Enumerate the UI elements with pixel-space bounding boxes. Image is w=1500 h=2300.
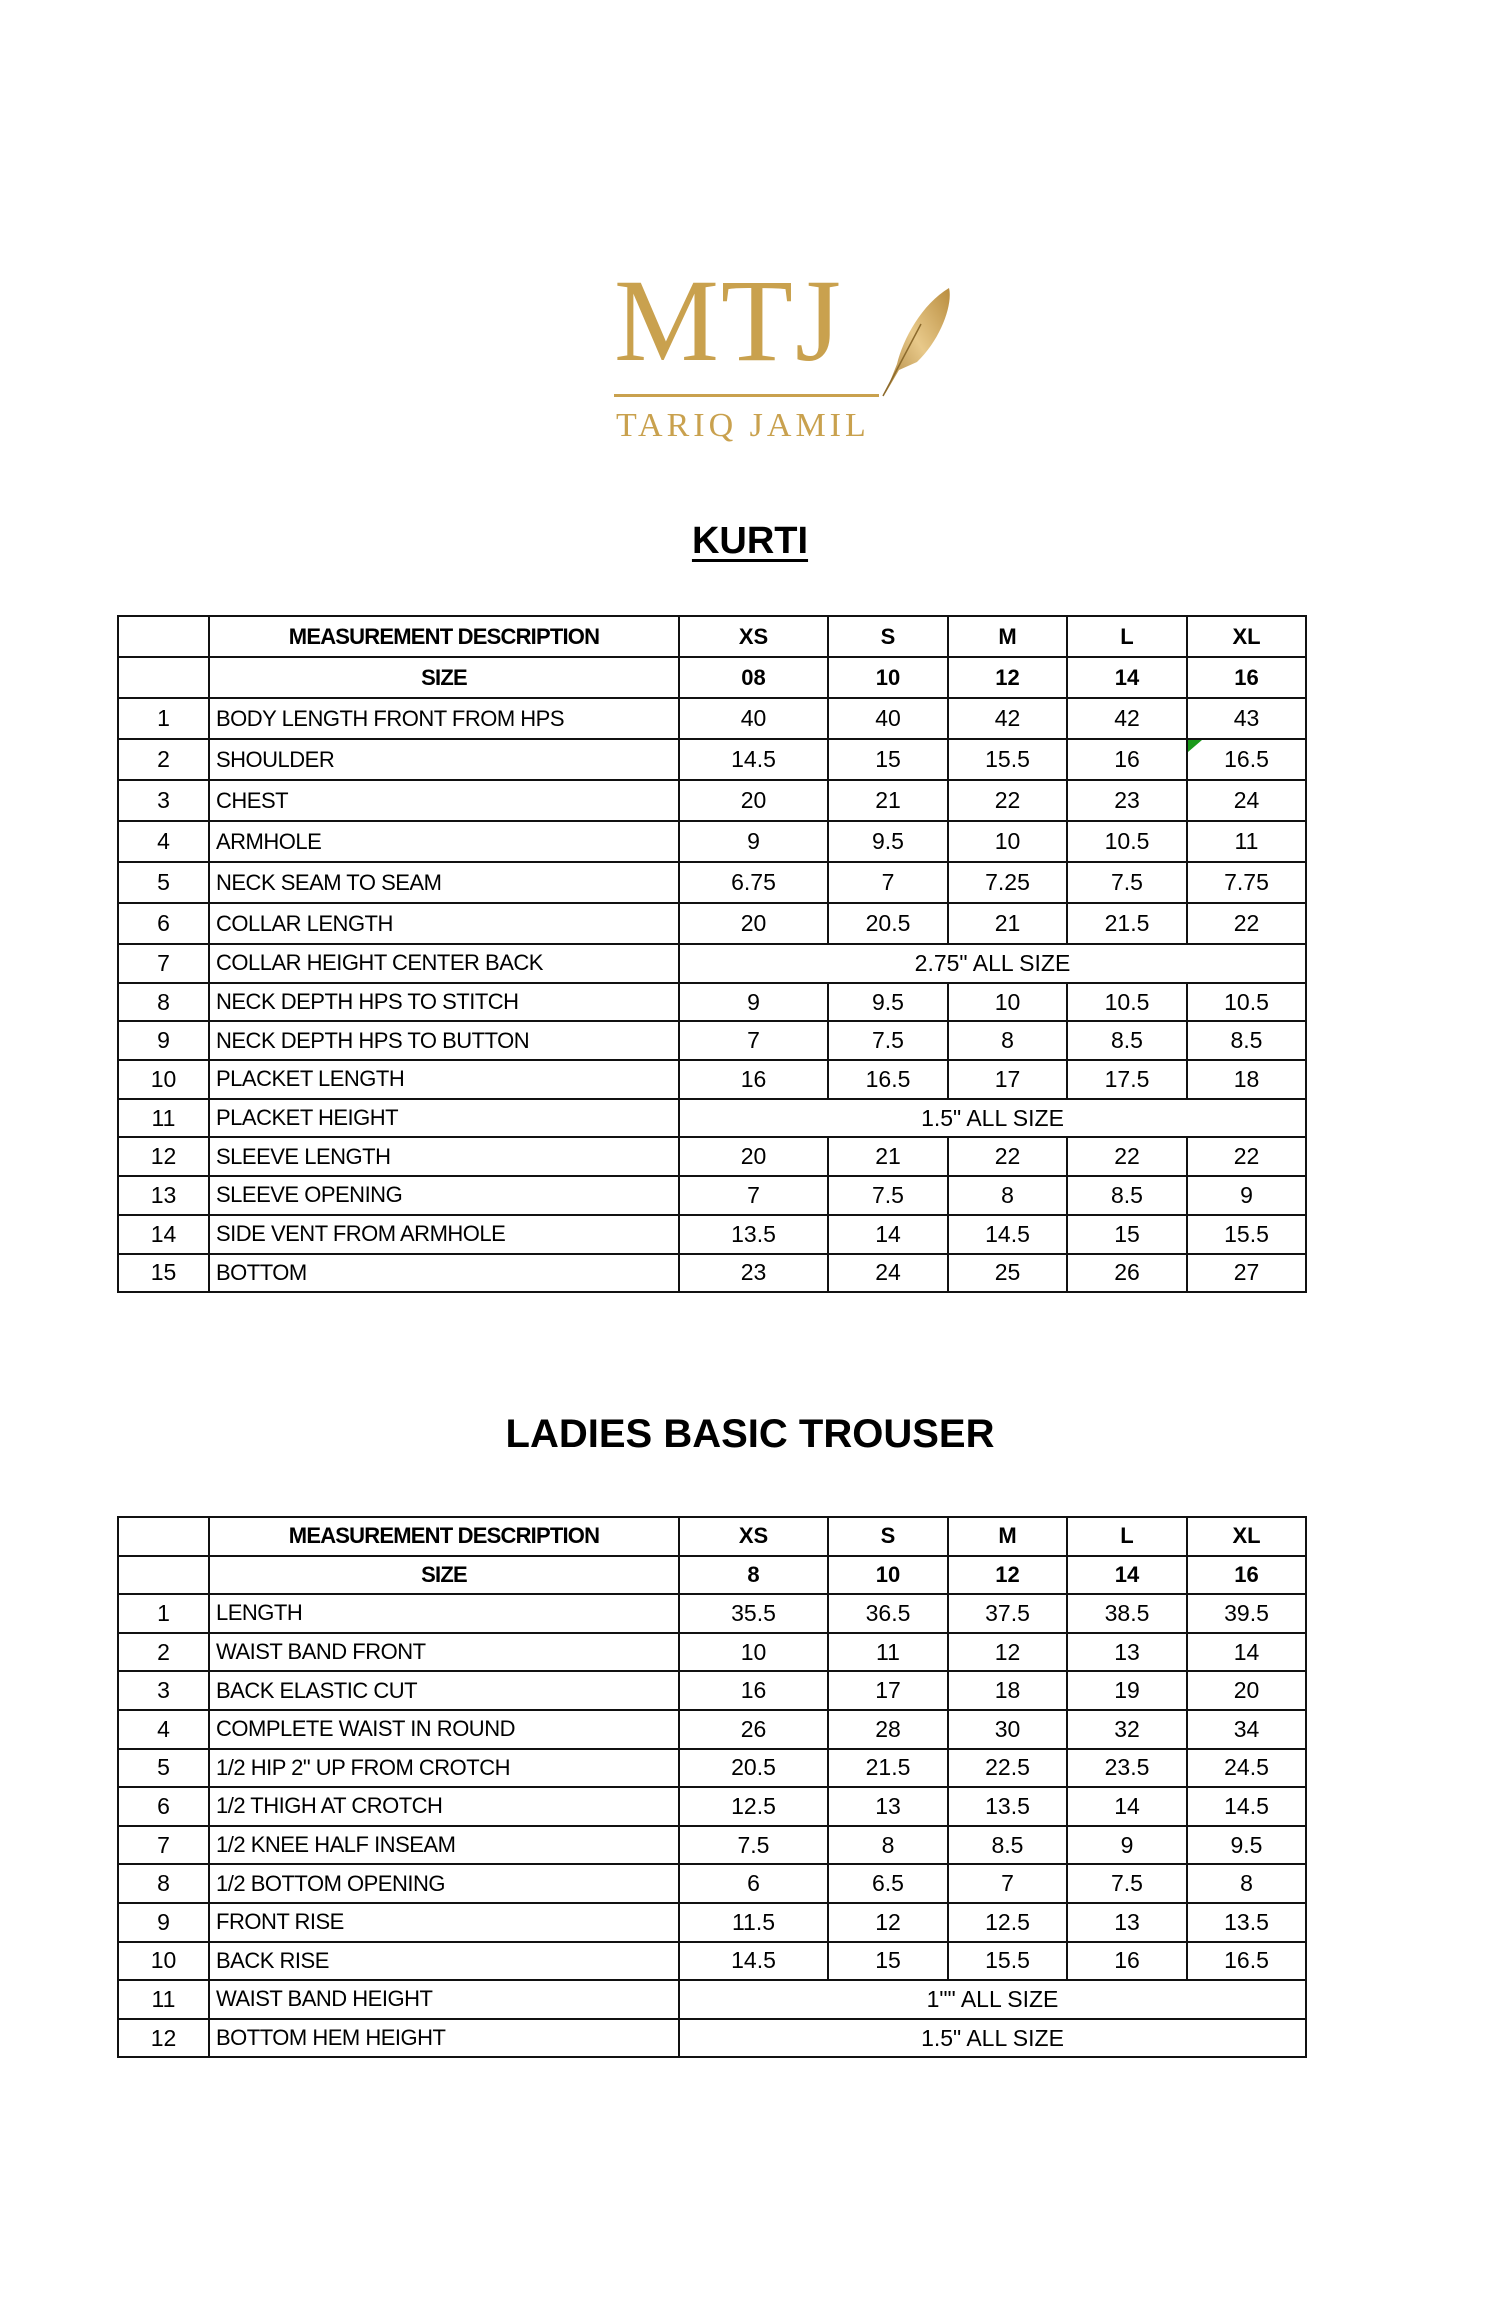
- table-row: [118, 944, 1306, 983]
- header-size-l: L: [1067, 1517, 1187, 1556]
- row-number: 5: [118, 1749, 209, 1788]
- measurement-value: 20.5: [828, 903, 948, 944]
- measurement-value: 15: [828, 739, 948, 780]
- measurement-value: 27: [1187, 1254, 1306, 1293]
- measurement-value: 13: [1067, 1903, 1187, 1942]
- row-number: 1: [118, 698, 209, 739]
- header-no-cell: [118, 1517, 209, 1556]
- table-row: [118, 739, 1306, 780]
- measurement-description: BOTTOM: [209, 1254, 679, 1293]
- measurement-description: BODY LENGTH FRONT FROM HPS: [209, 698, 679, 739]
- size-number-cell: 14: [1067, 1556, 1187, 1595]
- measurement-value: 21: [948, 903, 1067, 944]
- comment-indicator-icon: [1188, 740, 1202, 752]
- row-number: 1: [118, 1594, 209, 1633]
- measurement-value: 40: [828, 698, 948, 739]
- measurement-description: BOTTOM HEM HEIGHT: [209, 2019, 679, 2058]
- measurement-value: 43: [1187, 698, 1306, 739]
- measurement-value: 7.5: [679, 1826, 828, 1865]
- table-row: [118, 2019, 1306, 2058]
- table-row: [118, 903, 1306, 944]
- table-row: [118, 1710, 1306, 1749]
- size-number-cell: 8: [679, 1556, 828, 1595]
- measurement-value: 10: [679, 1633, 828, 1672]
- measurement-value: 10.5: [1187, 983, 1306, 1022]
- measurement-description: ARMHOLE: [209, 821, 679, 862]
- measurement-value: 10: [948, 983, 1067, 1022]
- size-number-cell: 12: [948, 657, 1067, 698]
- measurement-value: 36.5: [828, 1594, 948, 1633]
- measurement-description: SIDE VENT FROM ARMHOLE: [209, 1215, 679, 1254]
- measurement-description: COLLAR HEIGHT CENTER BACK: [209, 944, 679, 983]
- size-number-row: [118, 657, 1306, 698]
- measurement-value: 24: [1187, 780, 1306, 821]
- measurement-value: 8: [948, 1021, 1067, 1060]
- row-number: 10: [118, 1942, 209, 1981]
- measurement-value: 17: [948, 1060, 1067, 1099]
- measurement-value: 9: [1067, 1826, 1187, 1865]
- brand-logo: [612, 255, 962, 447]
- row-number: 3: [118, 1671, 209, 1710]
- size-number-row: [118, 1556, 1306, 1595]
- measurement-value: 39.5: [1187, 1594, 1306, 1633]
- table-row: [118, 780, 1306, 821]
- header-size-xl: XL: [1187, 1517, 1306, 1556]
- measurement-value: 37.5: [948, 1594, 1067, 1633]
- measurement-value: 10.5: [1067, 821, 1187, 862]
- measurement-value: 26: [1067, 1254, 1187, 1293]
- table-row: [118, 1980, 1306, 2019]
- measurement-value: 9: [1187, 1176, 1306, 1215]
- row-number: 2: [118, 739, 209, 780]
- measurement-description: 1/2 KNEE HALF INSEAM: [209, 1826, 679, 1865]
- measurement-value: 10.5: [1067, 983, 1187, 1022]
- measurement-description: COMPLETE WAIST IN ROUND: [209, 1710, 679, 1749]
- size-label: SIZE: [209, 657, 679, 698]
- row-number: 7: [118, 944, 209, 983]
- measurement-value: 21.5: [1067, 903, 1187, 944]
- header-description: MEASUREMENT DESCRIPTION: [209, 616, 679, 657]
- measurement-value: 23: [1067, 780, 1187, 821]
- measurement-value: 7.5: [828, 1021, 948, 1060]
- row-number: 9: [118, 1903, 209, 1942]
- measurement-value: 16: [1067, 739, 1187, 780]
- measurement-value: 14.5: [679, 1942, 828, 1981]
- row-number: 14: [118, 1215, 209, 1254]
- measurement-value: 22.5: [948, 1749, 1067, 1788]
- measurement-description: FRONT RISE: [209, 1903, 679, 1942]
- measurement-value: 25: [948, 1254, 1067, 1293]
- measurement-description: WAIST BAND HEIGHT: [209, 1980, 679, 2019]
- measurement-value: 24: [828, 1254, 948, 1293]
- measurement-value: 42: [1067, 698, 1187, 739]
- row-number: 3: [118, 780, 209, 821]
- measurement-value: 19: [1067, 1671, 1187, 1710]
- measurement-value: 6: [679, 1864, 828, 1903]
- measurement-value: 9.5: [828, 983, 948, 1022]
- size-number-cell: 16: [1187, 1556, 1306, 1595]
- measurement-value: 26: [679, 1710, 828, 1749]
- row-number: 12: [118, 1137, 209, 1176]
- measurement-value: 15.5: [948, 739, 1067, 780]
- size-number-cell: 10: [828, 657, 948, 698]
- row-number: 15: [118, 1254, 209, 1293]
- header-size-s: S: [828, 616, 948, 657]
- measurement-value: 17: [828, 1671, 948, 1710]
- logo-text: MTJ: [614, 255, 843, 386]
- measurement-value: 7.5: [1067, 862, 1187, 903]
- measurement-value: 13.5: [948, 1787, 1067, 1826]
- header-size-l: L: [1067, 616, 1187, 657]
- measurement-value: 12: [828, 1903, 948, 1942]
- measurement-value: 7: [679, 1021, 828, 1060]
- measurement-value: 7.25: [948, 862, 1067, 903]
- row-number: 7: [118, 1826, 209, 1865]
- measurement-value: 11: [828, 1633, 948, 1672]
- table-row: [118, 821, 1306, 862]
- row-number: 2: [118, 1633, 209, 1672]
- kurti-size-table: [117, 615, 1307, 1293]
- row-number: 4: [118, 1710, 209, 1749]
- measurement-value: 13: [828, 1787, 948, 1826]
- measurement-value: 13.5: [1187, 1903, 1306, 1942]
- measurement-value: 16.5: [828, 1060, 948, 1099]
- measurement-value: 28: [828, 1710, 948, 1749]
- measurement-value: 22: [1067, 1137, 1187, 1176]
- header-row: [118, 616, 1306, 657]
- measurement-description: WAIST BAND FRONT: [209, 1633, 679, 1672]
- measurement-value: 30: [948, 1710, 1067, 1749]
- header-no-cell: [118, 1556, 209, 1595]
- measurement-value: 14.5: [1187, 1787, 1306, 1826]
- measurement-value: 21: [828, 1137, 948, 1176]
- measurement-value: 7.75: [1187, 862, 1306, 903]
- all-size-value: 1.5" ALL SIZE: [679, 2019, 1306, 2058]
- table-row: [118, 1594, 1306, 1633]
- row-number: 6: [118, 903, 209, 944]
- measurement-value: 12.5: [679, 1787, 828, 1826]
- table-row: [118, 1633, 1306, 1672]
- row-number: 4: [118, 821, 209, 862]
- table-row: [118, 1749, 1306, 1788]
- measurement-value: 7: [828, 862, 948, 903]
- quill-feather-icon: [877, 284, 957, 399]
- row-number: 11: [118, 1099, 209, 1138]
- measurement-description: SLEEVE LENGTH: [209, 1137, 679, 1176]
- measurement-description: NECK SEAM TO SEAM: [209, 862, 679, 903]
- measurement-value: 9: [679, 821, 828, 862]
- header-no-cell: [118, 657, 209, 698]
- header-size-s: S: [828, 1517, 948, 1556]
- row-number: 5: [118, 862, 209, 903]
- measurement-description: PLACKET HEIGHT: [209, 1099, 679, 1138]
- header-size-m: M: [948, 1517, 1067, 1556]
- measurement-value: 8: [1187, 1864, 1306, 1903]
- measurement-value: 8.5: [1067, 1176, 1187, 1215]
- measurement-value: 17.5: [1067, 1060, 1187, 1099]
- measurement-description: COLLAR LENGTH: [209, 903, 679, 944]
- measurement-value: 16: [1067, 1942, 1187, 1981]
- row-number: 13: [118, 1176, 209, 1215]
- table-row: [118, 983, 1306, 1022]
- row-number: 10: [118, 1060, 209, 1099]
- measurement-description: PLACKET LENGTH: [209, 1060, 679, 1099]
- size-label: SIZE: [209, 1556, 679, 1595]
- measurement-value: 11: [1187, 821, 1306, 862]
- header-no-cell: [118, 616, 209, 657]
- measurement-description: NECK DEPTH HPS TO BUTTON: [209, 1021, 679, 1060]
- size-number-cell: 16: [1187, 657, 1306, 698]
- measurement-value: 13.5: [679, 1215, 828, 1254]
- header-description: MEASUREMENT DESCRIPTION: [209, 1517, 679, 1556]
- measurement-value: 18: [1187, 1060, 1306, 1099]
- measurement-description: CHEST: [209, 780, 679, 821]
- row-number: 11: [118, 1980, 209, 2019]
- measurement-value: 9: [679, 983, 828, 1022]
- all-size-value: 1.5" ALL SIZE: [679, 1099, 1306, 1138]
- measurement-value: 14: [1067, 1787, 1187, 1826]
- header-size-m: M: [948, 616, 1067, 657]
- logo-subtitle: TARIQ JAMIL: [616, 407, 870, 444]
- table-row: [118, 1826, 1306, 1865]
- measurement-value: 7.5: [828, 1176, 948, 1215]
- measurement-description: NECK DEPTH HPS TO STITCH: [209, 983, 679, 1022]
- table-row: [118, 1099, 1306, 1138]
- all-size-value: 1"" ALL SIZE: [679, 1980, 1306, 2019]
- measurement-value: 38.5: [1067, 1594, 1187, 1633]
- measurement-value: 8: [828, 1826, 948, 1865]
- measurement-value: 10: [948, 821, 1067, 862]
- measurement-value: 24.5: [1187, 1749, 1306, 1788]
- measurement-value: 20: [679, 903, 828, 944]
- measurement-value: 23.5: [1067, 1749, 1187, 1788]
- measurement-value: 12: [948, 1633, 1067, 1672]
- measurement-value: 13: [1067, 1633, 1187, 1672]
- table-row: [118, 1942, 1306, 1981]
- measurement-value: 8.5: [948, 1826, 1067, 1865]
- measurement-value: 14.5: [948, 1215, 1067, 1254]
- size-number-cell: 12: [948, 1556, 1067, 1595]
- measurement-value: 12.5: [948, 1903, 1067, 1942]
- measurement-value: 6.75: [679, 862, 828, 903]
- measurement-value: 8.5: [1187, 1021, 1306, 1060]
- measurement-description: LENGTH: [209, 1594, 679, 1633]
- measurement-value: 32: [1067, 1710, 1187, 1749]
- kurti-title: KURTI: [691, 520, 809, 562]
- table-row: [118, 1021, 1306, 1060]
- trouser-size-table: [117, 1516, 1307, 2058]
- measurement-value: 9.5: [828, 821, 948, 862]
- measurement-value: 14: [1187, 1633, 1306, 1672]
- table-row: [118, 862, 1306, 903]
- all-size-value: 2.75" ALL SIZE: [679, 944, 1306, 983]
- measurement-description: SHOULDER: [209, 739, 679, 780]
- table-row: [118, 1060, 1306, 1099]
- measurement-value: 7.5: [1067, 1864, 1187, 1903]
- table-row: [118, 1903, 1306, 1942]
- measurement-value: 21: [828, 780, 948, 821]
- header-size-xs: XS: [679, 616, 828, 657]
- measurement-value: 15: [1067, 1215, 1187, 1254]
- measurement-value: 16: [679, 1060, 828, 1099]
- row-number: 12: [118, 2019, 209, 2058]
- measurement-value: 20: [679, 780, 828, 821]
- measurement-value: 34: [1187, 1710, 1306, 1749]
- table-row: [118, 1864, 1306, 1903]
- header-size-xl: XL: [1187, 616, 1306, 657]
- measurement-value: 20.5: [679, 1749, 828, 1788]
- measurement-value: 16: [679, 1671, 828, 1710]
- measurement-value: 40: [679, 698, 828, 739]
- row-number: 6: [118, 1787, 209, 1826]
- measurement-value: 20: [679, 1137, 828, 1176]
- size-number-cell: 14: [1067, 657, 1187, 698]
- measurement-value: 23: [679, 1254, 828, 1293]
- header-row: [118, 1517, 1306, 1556]
- size-number-cell: 08: [679, 657, 828, 698]
- table-row: [118, 1215, 1306, 1254]
- measurement-value: 8: [948, 1176, 1067, 1215]
- measurement-value: 22: [948, 780, 1067, 821]
- row-number: 8: [118, 983, 209, 1022]
- row-number: 9: [118, 1021, 209, 1060]
- table-row: [118, 1787, 1306, 1826]
- measurement-value: 7: [948, 1864, 1067, 1903]
- table-row: [118, 1176, 1306, 1215]
- measurement-value: 8.5: [1067, 1021, 1187, 1060]
- measurement-value: 20: [1187, 1671, 1306, 1710]
- measurement-description: SLEEVE OPENING: [209, 1176, 679, 1215]
- measurement-description: 1/2 BOTTOM OPENING: [209, 1864, 679, 1903]
- measurement-value: 6.5: [828, 1864, 948, 1903]
- measurement-value: 14.5: [679, 739, 828, 780]
- measurement-value: 35.5: [679, 1594, 828, 1633]
- measurement-value: 21.5: [828, 1749, 948, 1788]
- measurement-value: 22: [1187, 903, 1306, 944]
- measurement-value: 11.5: [679, 1903, 828, 1942]
- measurement-description: BACK RISE: [209, 1942, 679, 1981]
- logo-divider: [614, 394, 879, 397]
- table-row: [118, 1137, 1306, 1176]
- row-number: 8: [118, 1864, 209, 1903]
- measurement-value: 15.5: [1187, 1215, 1306, 1254]
- size-number-cell: 10: [828, 1556, 948, 1595]
- trouser-title: LADIES BASIC TROUSER: [505, 1412, 995, 1456]
- measurement-value: 7: [679, 1176, 828, 1215]
- measurement-value: 16.5: [1187, 1942, 1306, 1981]
- measurement-description: BACK ELASTIC CUT: [209, 1671, 679, 1710]
- table-row: [118, 1671, 1306, 1710]
- measurement-value: 9.5: [1187, 1826, 1306, 1865]
- measurement-value: 22: [1187, 1137, 1306, 1176]
- measurement-value: 14: [828, 1215, 948, 1254]
- table-row: [118, 698, 1306, 739]
- table-row: [118, 1254, 1306, 1293]
- measurement-description: 1/2 THIGH AT CROTCH: [209, 1787, 679, 1826]
- measurement-value: 18: [948, 1671, 1067, 1710]
- measurement-value: 15: [828, 1942, 948, 1981]
- measurement-value: 42: [948, 698, 1067, 739]
- measurement-description: 1/2 HIP 2" UP FROM CROTCH: [209, 1749, 679, 1788]
- measurement-value: 22: [948, 1137, 1067, 1176]
- measurement-value: 15.5: [948, 1942, 1067, 1981]
- measurement-value: 16.5: [1187, 739, 1306, 780]
- header-size-xs: XS: [679, 1517, 828, 1556]
